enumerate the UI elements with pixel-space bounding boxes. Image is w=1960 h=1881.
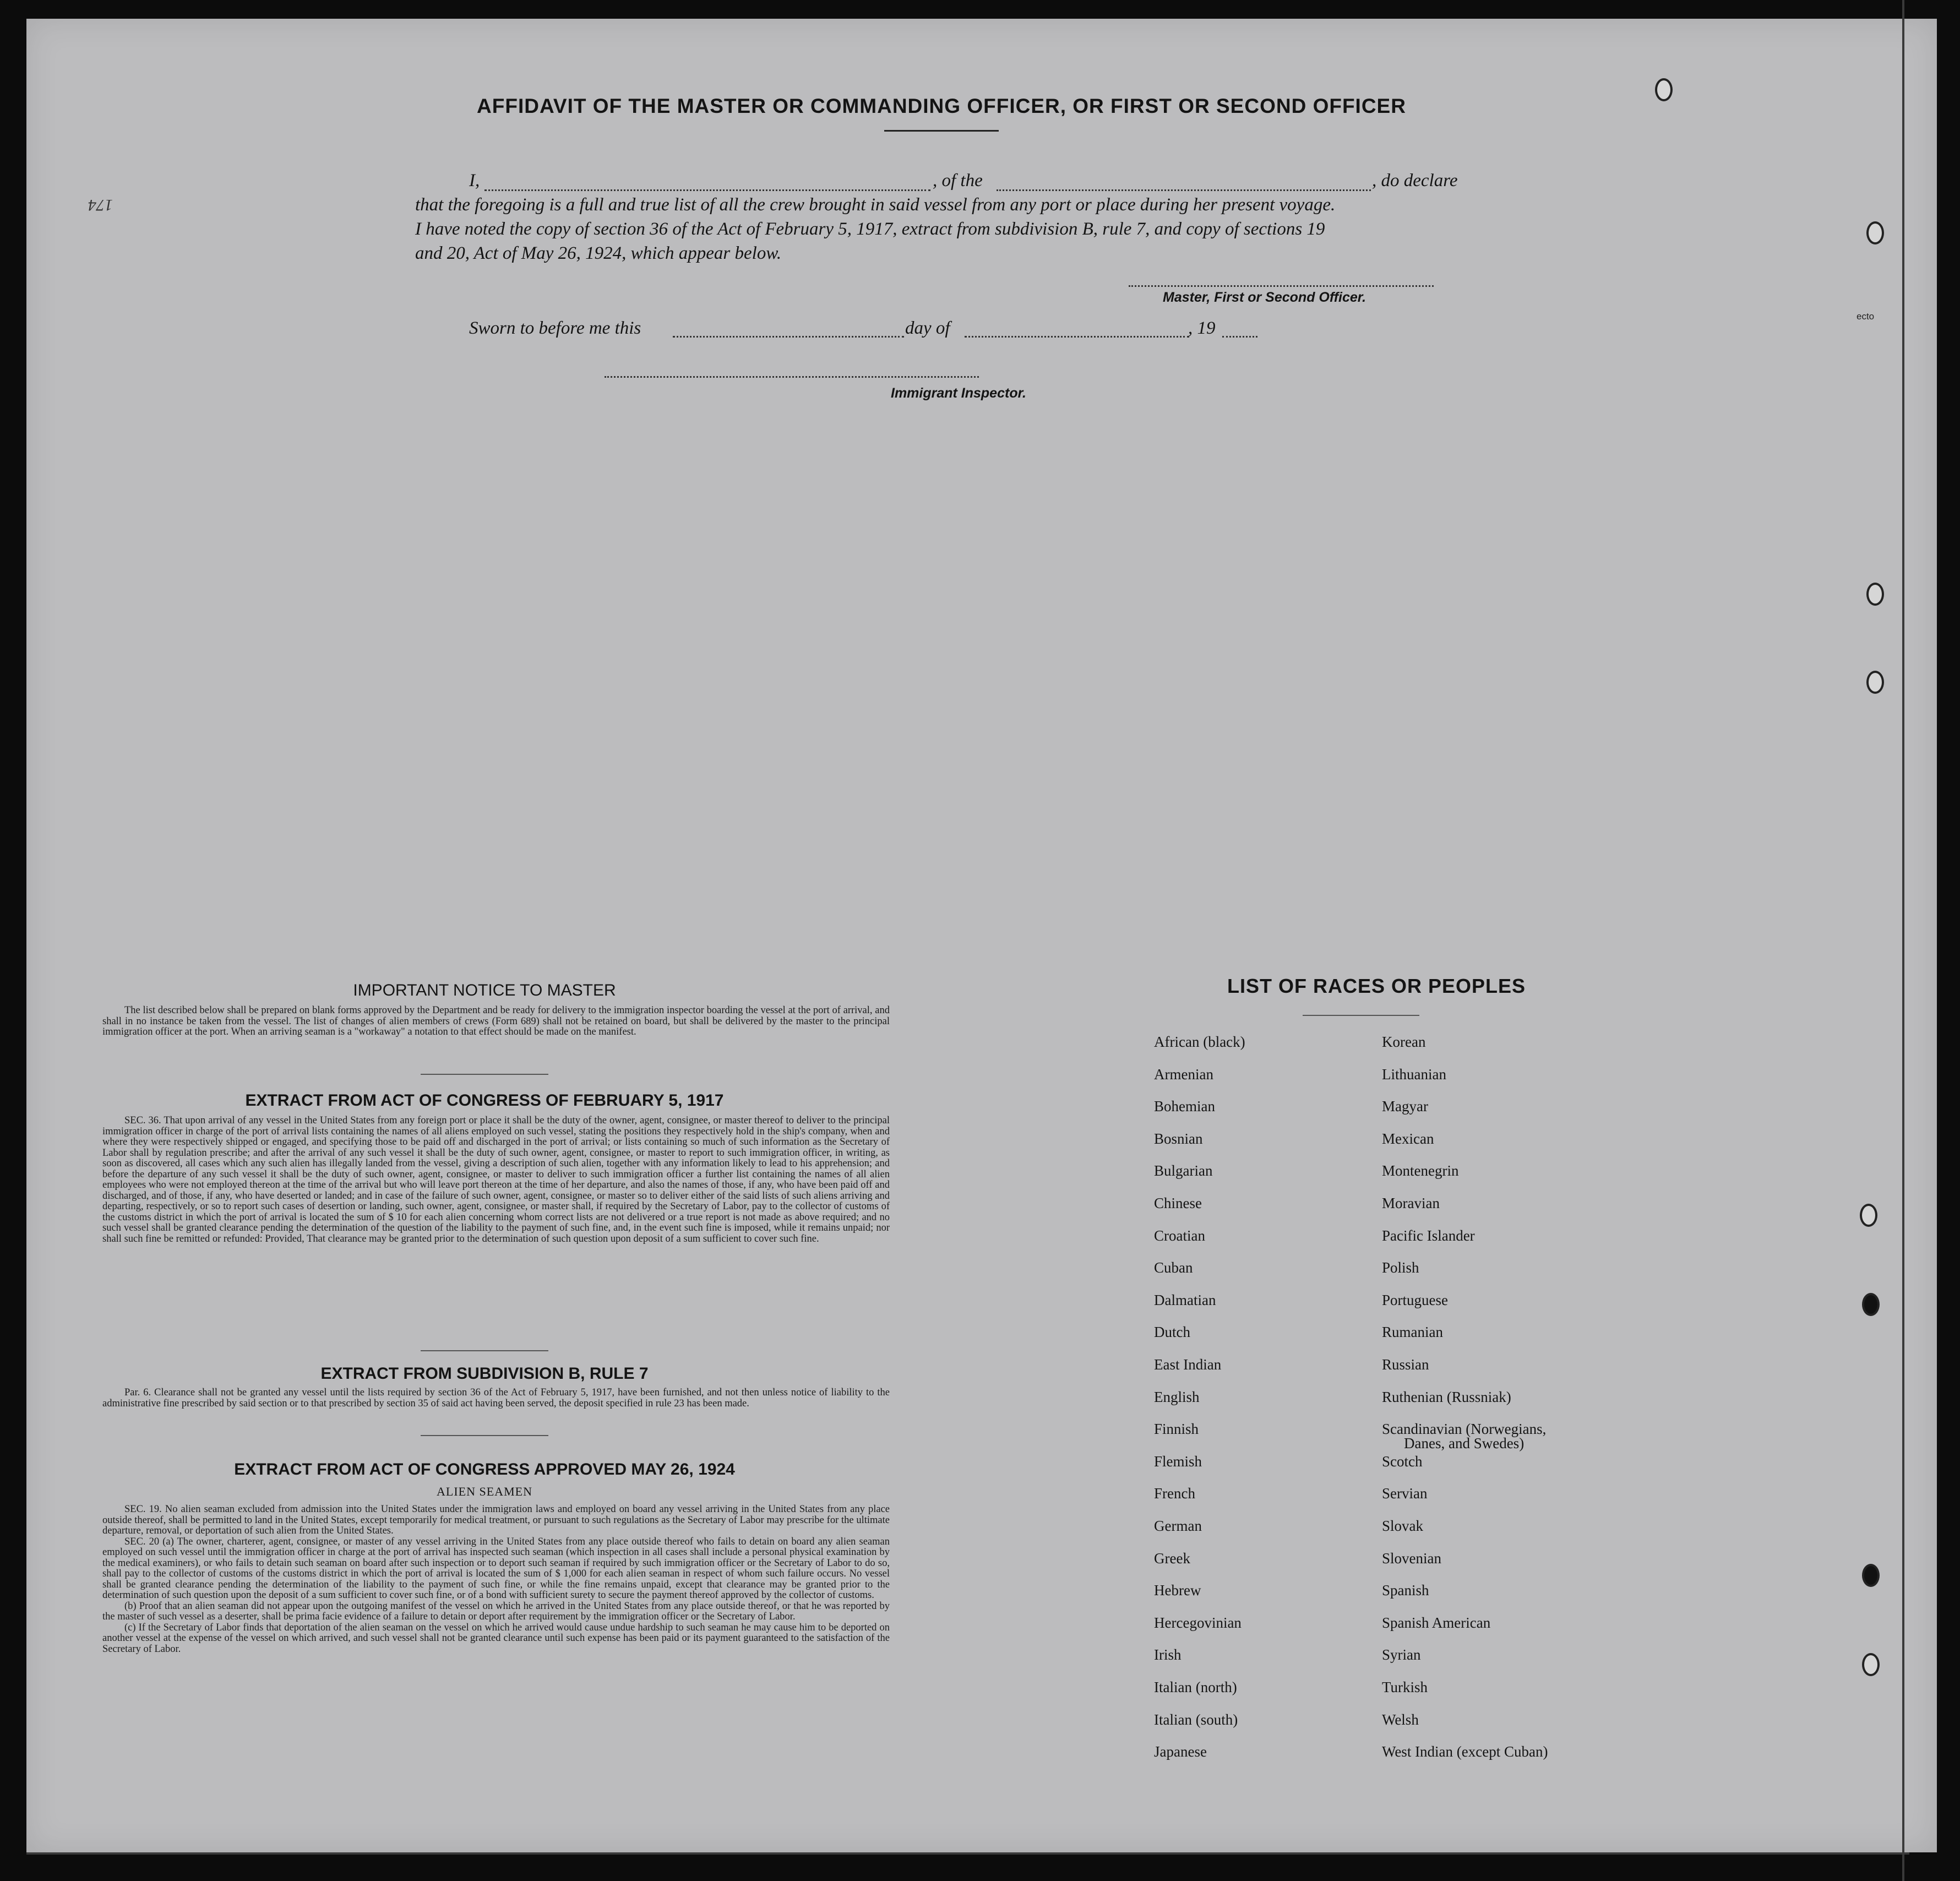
binder-hole — [1860, 1204, 1877, 1227]
race-item: Rumanian — [1382, 1324, 1443, 1340]
vessel-blank — [997, 189, 1371, 191]
affidavit-i: I, — [469, 171, 480, 191]
race-item: Polish — [1382, 1259, 1419, 1276]
race-item: Russian — [1382, 1356, 1429, 1373]
page-edge-line — [1902, 0, 1904, 1881]
extract-1924-subtitle: ALIEN SEAMEN — [437, 1485, 532, 1498]
notice-divider — [421, 1074, 548, 1075]
race-item: African (black) — [1154, 1034, 1245, 1050]
extract-1924-body — [102, 1504, 890, 1655]
rule7-text: Par. 6. Clearance shall not be granted any vessel until the lists required by section 36 of the Act of February 5, 1917, have been furnished, and not then unless notice of liability to the administrative fine prescribed by said section or to that prescribed by section 35 of said act having been served, the deposit specified in rule 23 has been made. — [102, 1387, 890, 1409]
race-item: Danes, and Swedes) — [1404, 1435, 1525, 1451]
race-item: Servian — [1382, 1485, 1428, 1502]
race-item: German — [1154, 1518, 1202, 1534]
race-item: Scandinavian (Norwegians, — [1382, 1421, 1547, 1437]
race-item: Korean — [1382, 1034, 1426, 1050]
sec20a-text: SEC. 20 (a) The owner, charterer, agent, consignee, or master of any vessel arriving in the United States from any place outside thereof who fails to detain on board any alien seaman employed on such vessel until the immigration officer in charge at the port of arrival has inspected such seaman (which inspection in all cases shall include a personal physical examination by the medical examiners), or who fails to detain such seaman on board after such inspection or to deport such seaman if required by such immigration officer or the Secretary of Labor to do so, shall pay to the collector of customs of the customs district in which the port of arrival is located the sum of $ 1,000 for each alien seaman in respect of whom such failure occurs. No vessel shall be granted clearance pending the determination of the liability to the payment of such fine, or while the fine remains unpaid, except that clearance may be granted prior to the determination of such question upon the deposit of a sum sufficient to cover such fine, or of a bond with sufficient surety to secure the payment thereof approved by the collector of customs. — [102, 1536, 890, 1601]
cut-off-word: ecto — [1856, 311, 1875, 322]
race-item: Spanish American — [1382, 1614, 1491, 1631]
race-item: Hebrew — [1154, 1582, 1201, 1599]
rule7-divider — [421, 1435, 548, 1436]
inspector-signature-line — [605, 376, 979, 378]
extract-1917-divider — [421, 1350, 548, 1351]
day-of-text: day of — [905, 318, 950, 338]
race-item: Bohemian — [1154, 1098, 1215, 1115]
race-item: Pacific Islander — [1382, 1227, 1475, 1244]
race-item: Greek — [1154, 1550, 1190, 1567]
race-item: Dalmatian — [1154, 1292, 1216, 1308]
title-underline — [884, 130, 999, 132]
sec19-text: SEC. 19. No alien seaman excluded from admission into the United States under the immigration laws and employed on board any vessel arriving in the United States from any place outside thereof, shall be permitted to land in the United States, except temporarily for medical treatment, or pursuant to such regulations as the Secretary of Labor may prescribe for the ultimate departure, removal, or deportation of such alien from the United States. — [102, 1504, 890, 1536]
race-item: Spanish — [1382, 1582, 1429, 1599]
inspector-signature-caption: Immigrant Inspector. — [891, 385, 1026, 401]
affidavit-line4: and 20, Act of May 26, 1924, which appear below. — [415, 243, 782, 263]
sec20b-text: (b) Proof that an alien seaman did not appear upon the outgoing manifest of the vessel on which he arrived in the United States from any place outside thereof, or that he was reported by the master of such vessel as a deserter, shall be prima facie evidence of a failure to detain or deport after requirement by the immigration officer or the Secretary of Labor. — [102, 1600, 890, 1622]
affidavit-line3: I have noted the copy of section 36 of the Act of February 5, 1917, extract from subdivision B, rule 7, and copy of sections 19 — [415, 219, 1325, 239]
race-item: French — [1154, 1485, 1195, 1502]
affidavit-do-declare: , do declare — [1372, 171, 1458, 191]
race-item: Finnish — [1154, 1421, 1199, 1437]
race-item: Chinese — [1154, 1195, 1202, 1211]
notice-title: IMPORTANT NOTICE TO MASTER — [353, 981, 616, 999]
page-bottom-edge — [26, 1852, 1909, 1855]
race-item: Welsh — [1382, 1711, 1419, 1728]
race-item: Magyar — [1382, 1098, 1428, 1115]
race-item: Croatian — [1154, 1227, 1205, 1244]
race-item: Montenegrin — [1382, 1162, 1459, 1179]
year-prefix: , 19 — [1188, 318, 1216, 338]
binder-hole — [1862, 1293, 1880, 1316]
binder-hole — [1866, 221, 1884, 244]
rule7-title: EXTRACT FROM SUBDIVISION B, RULE 7 — [320, 1364, 649, 1383]
race-item: Armenian — [1154, 1066, 1213, 1083]
race-item: Bulgarian — [1154, 1162, 1213, 1179]
race-item: Ruthenian (Russniak) — [1382, 1389, 1511, 1405]
race-item: Moravian — [1382, 1195, 1440, 1211]
affidavit-of-the: , of the — [933, 171, 983, 191]
races-underline — [1303, 1015, 1419, 1016]
name-blank — [484, 189, 930, 191]
month-blank — [965, 336, 1189, 338]
year-blank — [1222, 336, 1257, 338]
race-item: Cuban — [1154, 1259, 1193, 1276]
race-item: Turkish — [1382, 1679, 1428, 1695]
extract-1917-text: SEC. 36. That upon arrival of any vessel in the United States from any foreign port or place it shall be the duty of the owner, agent, consignee, or master thereof to deliver to the principal immigration officer in charge of the port of arrival lists containing the names of all aliens employed on such vessel, stating the positions they respectively hold in the ship's company, when and where they were respectively shipped or engaged, and specifying those to be paid off and discharged in the port of arrival; or lists containing so much of such information as the Secretary of Labor shall by regulation prescribe; and after the arrival of any such vessel it shall be the duty of such owner, agent, consignee, or master to report to such immigration officer, in writing, as soon as discovered, all cases which any such alien has illegally landed from the vessel, giving a description of such alien, together with any information likely to lead to his apprehension; and before the departure of any such vessel it shall be the duty of such owner, agent, consignee, or master to deliver to such immigration officer a further list containing the names of all alien employees who were not employed thereon at the time of the arrival but who will leave port thereon at the time of her departure, and also the names of those, if any, who have been paid off and discharged, and of those, if any, who have deserted or landed; and in case of the failure of such owner, agent, consignee, or master so to deliver either of the said lists of such aliens arriving and departing, respectively, or so to report such cases of desertion or landing, such owner, agent, consignee, or master shall, if required by the Secretary of Labor, pay to the collector of customs of the customs district in which the port of arrival is located the sum of $ 10 for each alien concerning whom correct lists are not delivered or a true report is not made as above required; and no such vessel shall be granted clearance pending the determination of the question of the liability to the payment of such fine, and, in the event such fine is imposed, while it remains unpaid; nor shall such fine be remitted or refunded: Provided, That clearance may be granted prior to the determination of such question upon deposit of a sum sufficient to cover such fine. — [102, 1115, 890, 1244]
notice-text: The list described below shall be prepared on blank forms approved by the Department and be ready for delivery to the immigration inspector boarding the vessel at the port of arrival, and shall in no instance be taken from the vessel. The list of changes of alien members of crews (Form 689) shall not be retained on board, but shall be delivered by the master to the principal immigration officer at the port. When an arriving seaman is a "workaway" a notation to that effect should be made on the manifest. — [102, 1005, 890, 1037]
race-item: Bosnian — [1154, 1130, 1203, 1147]
race-item: East Indian — [1154, 1356, 1222, 1373]
race-item: Scotch — [1382, 1453, 1423, 1470]
race-item: Portuguese — [1382, 1292, 1448, 1308]
race-item: Hercegovinian — [1154, 1614, 1242, 1631]
binder-hole — [1866, 671, 1884, 694]
race-item: Flemish — [1154, 1453, 1202, 1470]
extract-1917-title: EXTRACT FROM ACT OF CONGRESS OF FEBRUARY 5, 1917 — [245, 1091, 724, 1110]
binder-hole — [1862, 1564, 1880, 1587]
race-item: Irish — [1154, 1646, 1182, 1663]
races-title: LIST OF RACES OR PEOPLES — [1227, 975, 1526, 997]
master-signature-line — [1129, 285, 1434, 287]
race-item: Dutch — [1154, 1324, 1190, 1340]
race-item: Syrian — [1382, 1646, 1421, 1663]
race-item: English — [1154, 1389, 1200, 1405]
margin-scrawl: 174 — [88, 196, 113, 214]
binder-hole — [1866, 583, 1884, 606]
binder-hole — [1655, 78, 1673, 101]
sec20c-text: (c) If the Secretary of Labor finds that deportation of the alien seaman on the vessel on which he arrived would cause undue hardship to such seaman he may cause him to be deported on another vessel at the expense of the vessel on which arrived, and such vessel shall not be granted clearance until such expense has been paid or its payment guaranteed to the satisfaction of the Secretary of Labor. — [102, 1622, 890, 1655]
race-item: Slovak — [1382, 1518, 1424, 1534]
race-item: Italian (north) — [1154, 1679, 1237, 1695]
affidavit-line2: that the foregoing is a full and true list of all the crew brought in said vessel from any port or place during her present voyage. — [415, 195, 1336, 215]
race-item: Italian (south) — [1154, 1711, 1238, 1728]
extract-1924-title: EXTRACT FROM ACT OF CONGRESS APPROVED MAY 26, 1924 — [234, 1460, 735, 1478]
race-item: Mexican — [1382, 1130, 1434, 1147]
race-item: Japanese — [1154, 1743, 1207, 1760]
binder-hole — [1862, 1653, 1880, 1676]
race-item: Lithuanian — [1382, 1066, 1446, 1083]
sworn-text: Sworn to before me this — [469, 318, 641, 338]
race-item: Slovenian — [1382, 1550, 1441, 1567]
race-item: West Indian (except Cuban) — [1382, 1743, 1548, 1760]
affidavit-title: AFFIDAVIT OF THE MASTER OR COMMANDING OFFICER, OR FIRST OR SECOND OFFICER — [477, 95, 1406, 117]
master-signature-caption: Master, First or Second Officer. — [1163, 290, 1366, 305]
sworn-day-blank — [673, 336, 904, 338]
